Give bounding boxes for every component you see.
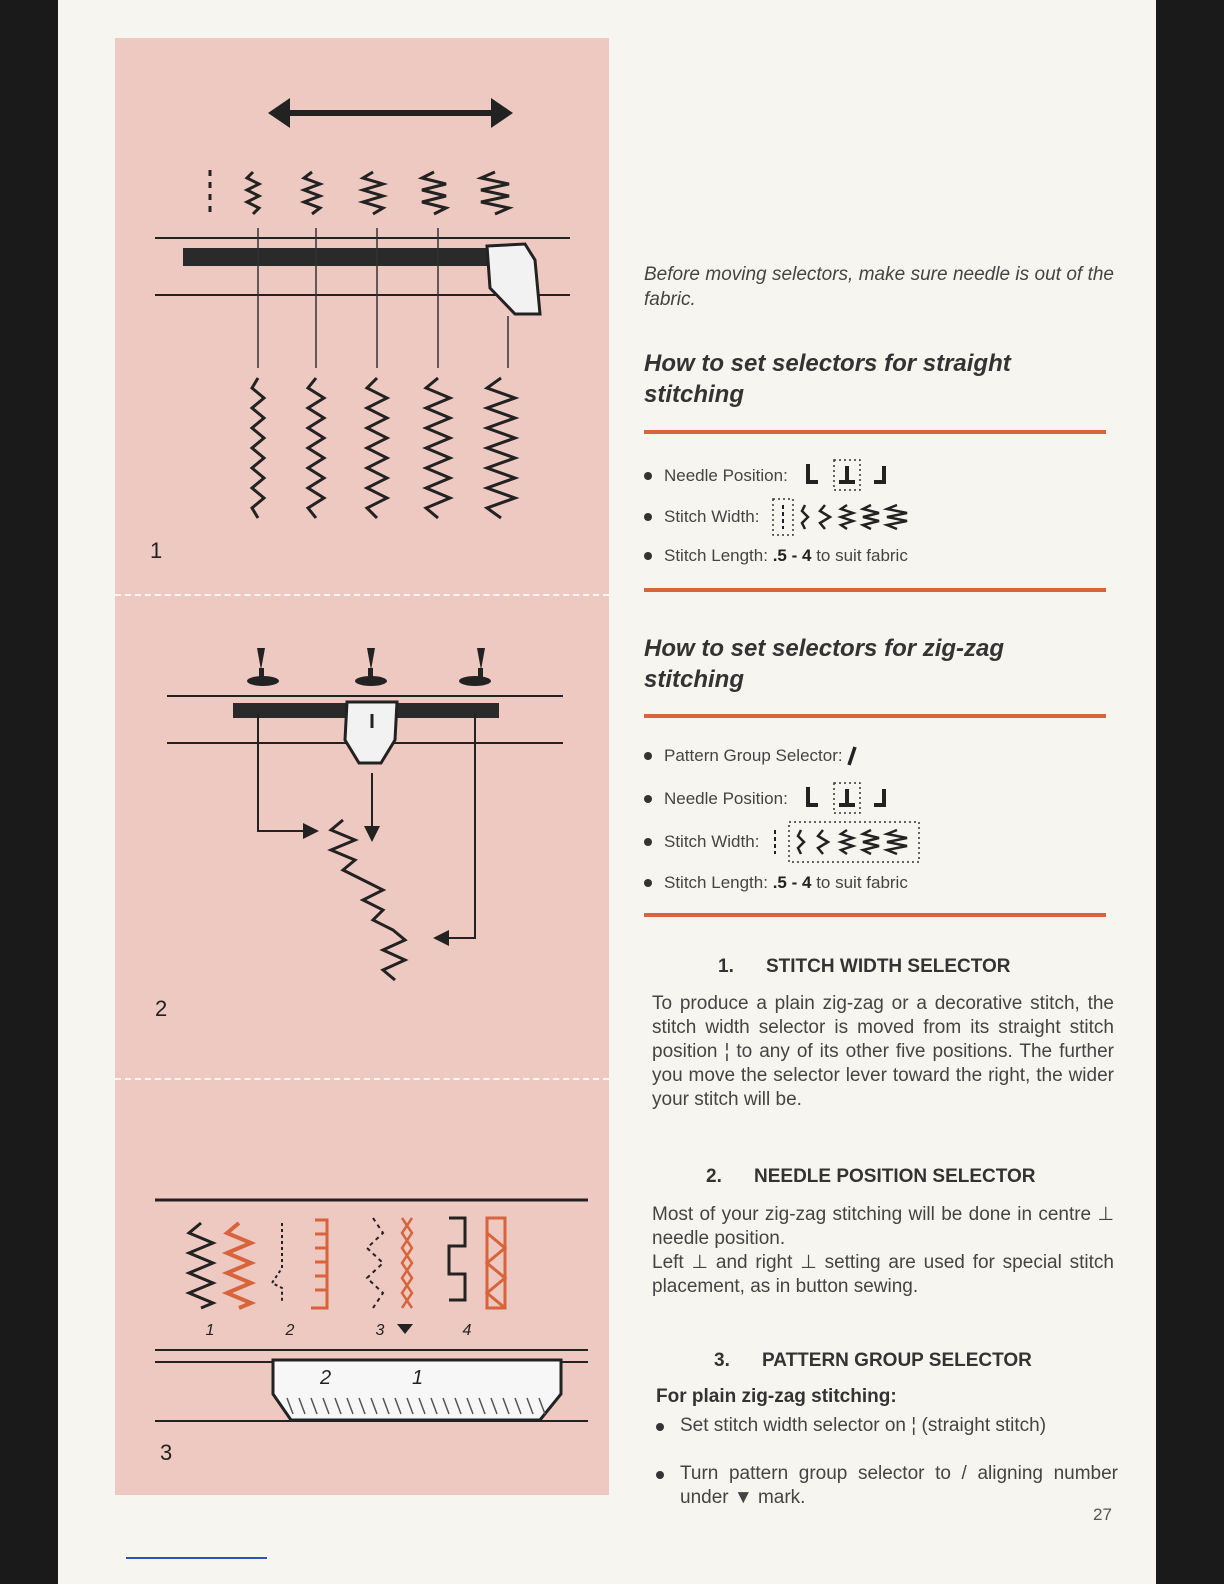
needle-position-icon xyxy=(800,458,896,494)
straight-needle-label: Needle Position: xyxy=(664,466,788,485)
section-3-title: PATTERN GROUP SELECTOR xyxy=(762,1350,1032,1371)
figure-3-pattern-group xyxy=(155,1200,588,1421)
section-1-body: To produce a plain zig-zag or a decorative stitch, the stitch width selector is moved from its straight stitch position ¦ to any of its other five positions. The further you move the selector lever toward the right, the wider your stitch will be. xyxy=(652,993,1114,1110)
section-3-item-1 xyxy=(656,1414,1118,1438)
pattern-number-3: 3 xyxy=(375,1322,385,1339)
figure-label-2: 2 xyxy=(155,996,168,1021)
section-3-subheading: For plain zig-zag stitching: xyxy=(656,1386,897,1407)
straight-width-item xyxy=(644,497,921,537)
section-3-item-2-text: Turn pattern group selector to / aligning number under ▼ mark. xyxy=(680,1463,1118,1508)
zigzag-length-item xyxy=(644,873,908,893)
straight-length-value: .5 - 4 xyxy=(772,546,812,565)
intro-note: Before moving selectors, make sure needle is out of the fabric. xyxy=(644,264,1114,310)
section-2-body: Most of your zig-zag stitching will be done in centre ⊥ needle position. xyxy=(652,1204,1114,1249)
zigzag-length-label: Stitch Length: xyxy=(664,873,768,892)
zigzag-pattern-label: Pattern Group Selector: xyxy=(664,746,843,765)
page-number: 27 xyxy=(1093,1505,1112,1524)
section-2-body-2: Left ⊥ and right ⊥ setting are used for special stitch placement, as in button sewing. xyxy=(652,1252,1114,1297)
straight-needle-item xyxy=(644,458,896,494)
section-3-item-2 xyxy=(656,1462,1118,1510)
pattern-number-1: 1 xyxy=(205,1322,215,1339)
zigzag-heading: How to set selectors for zig-zag stitching xyxy=(644,635,1005,693)
section-1-title: STITCH WIDTH SELECTOR xyxy=(766,956,1011,977)
illustration-panel xyxy=(115,38,609,1495)
selector-diagrams xyxy=(115,38,609,1495)
section-1-heading xyxy=(718,956,1011,978)
section-1-number: 1. xyxy=(718,956,734,977)
zigzag-length-value: .5 - 4 xyxy=(772,873,812,892)
needle-centre-icon xyxy=(355,648,387,686)
zigzag-needle-label: Needle Position: xyxy=(664,789,788,808)
pattern-number-2: 2 xyxy=(285,1322,295,1339)
section-3-heading xyxy=(714,1350,1032,1372)
straight-length-item xyxy=(644,546,908,566)
section-3-item-1-text: Set stitch width selector on ¦ (straight stitch) xyxy=(680,1415,1047,1436)
figure-label-1: 1 xyxy=(150,538,163,563)
divider xyxy=(644,588,1106,592)
section-3-number: 3. xyxy=(714,1350,730,1371)
stitch-width-icon xyxy=(771,820,921,864)
figure-label-3: 3 xyxy=(160,1440,173,1465)
divider xyxy=(644,714,1106,718)
manual-page xyxy=(58,0,1156,1584)
straight-length-suffix: to suit fabric xyxy=(816,546,908,565)
dial-number-1: 1 xyxy=(412,1367,424,1389)
divider xyxy=(644,913,1106,917)
footer-line xyxy=(126,1557,267,1559)
zigzag-pattern-item xyxy=(644,744,859,768)
figure-2-needle-position xyxy=(167,648,563,980)
straight-width-label: Stitch Width: xyxy=(664,507,760,526)
divider xyxy=(115,594,609,596)
section-2-title: NEEDLE POSITION SELECTOR xyxy=(754,1166,1036,1187)
needle-left-icon xyxy=(247,648,279,686)
straight-length-label: Stitch Length: xyxy=(664,546,768,565)
zigzag-width-item xyxy=(644,820,921,864)
divider xyxy=(115,1078,609,1080)
triangle-mark-icon xyxy=(397,1324,413,1334)
stitch-width-icon xyxy=(771,497,921,537)
needle-right-icon xyxy=(459,648,491,686)
straight-heading: How to set selectors for straight stitching xyxy=(644,350,1011,408)
zigzag-needle-item xyxy=(644,781,896,817)
pattern-group-1-icon xyxy=(845,744,859,768)
section-2-number: 2. xyxy=(706,1166,722,1187)
zigzag-length-suffix: to suit fabric xyxy=(816,873,908,892)
dial-number-2: 2 xyxy=(320,1367,332,1389)
zigzag-width-label: Stitch Width: xyxy=(664,832,760,851)
needle-position-icon xyxy=(800,781,896,817)
figure-1-stitch-width xyxy=(155,98,570,518)
divider xyxy=(644,430,1106,434)
section-2-heading xyxy=(706,1166,1036,1188)
pattern-number-4: 4 xyxy=(462,1322,472,1339)
